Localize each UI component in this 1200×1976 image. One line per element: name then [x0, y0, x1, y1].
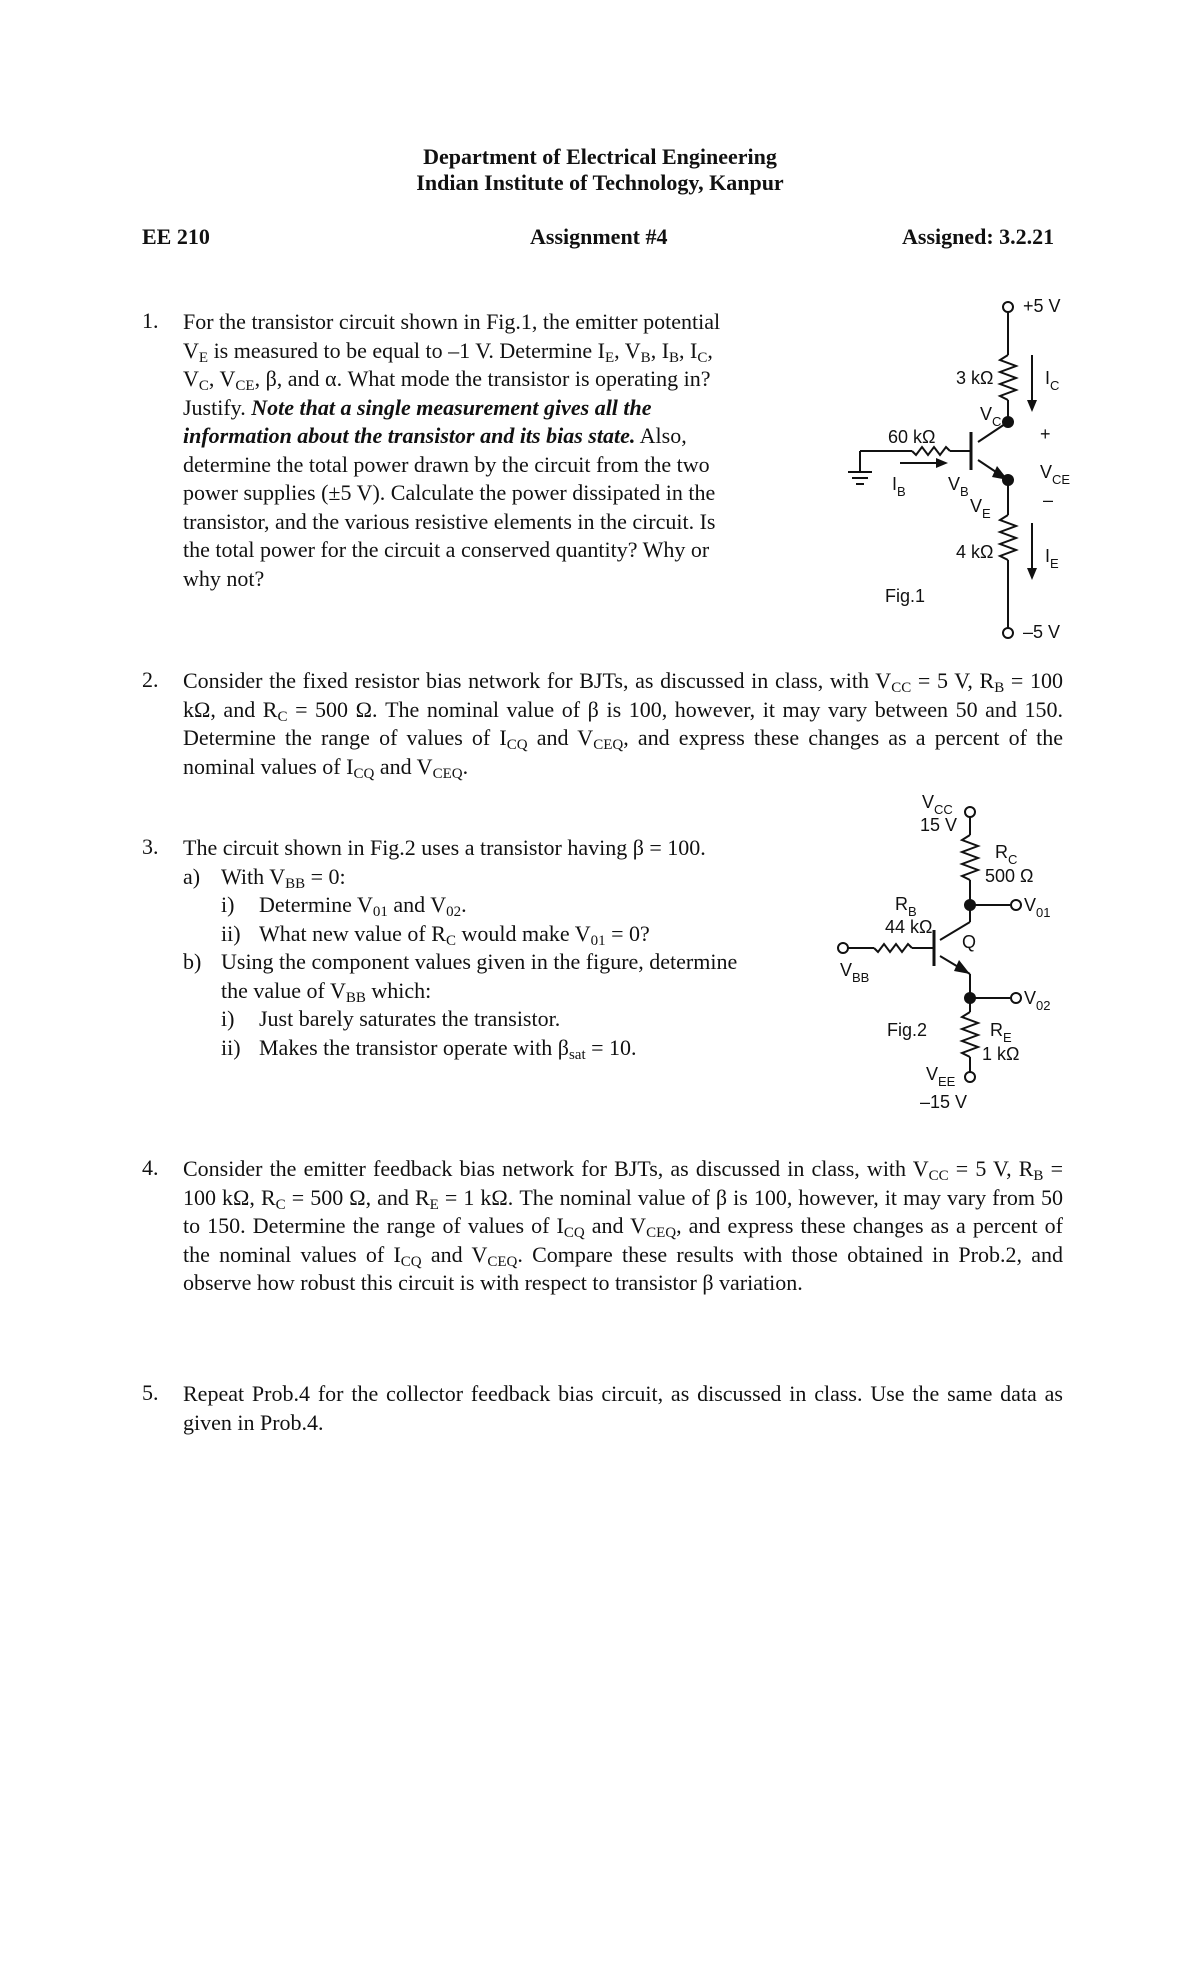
label-ve: $V_E$ — [970, 496, 991, 521]
figure-1-circuit — [840, 290, 1080, 655]
department-title: Department of Electrical Engineering — [423, 144, 777, 169]
label-vce: $V_{CE}$ — [1040, 462, 1071, 487]
node-vc — [1002, 416, 1014, 428]
ie-arrow — [1027, 568, 1037, 580]
assigned-date: Assigned: 3.2.21 — [902, 224, 1055, 249]
label-plus: + — [1040, 424, 1051, 444]
label-v02: $V_{02}$ — [1024, 988, 1051, 1013]
label-vcc-value: 15 V — [920, 815, 958, 835]
label-4k: 4 kΩ — [956, 542, 994, 562]
terminal-plus-5v — [1003, 302, 1013, 312]
problem-3-text: The circuit shown in Fig.2 uses a transistor having β = 100. a) With $V_{BB} = 0$: i) Determine $V_{01}$ and $V_{02}$. ii) What new value of $R_C$ would make $V_{01} = 0$? b) Using the component values given in the figure, determine the value of $V_{BB}$ which: i) Just barely saturates the transistor. ii) Makes the transistor operate with $\beta_{sat} = 10$. — [183, 835, 738, 1063]
label-ic: $I_C$ — [1045, 368, 1060, 393]
ib-arrow — [936, 458, 948, 468]
label-vc: $V_C$ — [980, 404, 1002, 429]
label-re-value: 1 kΩ — [982, 1044, 1020, 1064]
problem-5-number: 5. — [142, 1380, 159, 1405]
figure-2-caption: Fig.2 — [887, 1020, 928, 1040]
label-ie: $I_E$ — [1045, 546, 1059, 571]
terminal-v01 — [1011, 900, 1021, 910]
terminal-minus-5v — [1003, 628, 1013, 638]
terminal-vcc — [965, 807, 975, 817]
label-rb-value: 44 kΩ — [885, 917, 933, 937]
resistor-4k — [1000, 515, 1016, 560]
problem-3-number: 3. — [142, 834, 159, 859]
ic-arrow — [1027, 400, 1037, 412]
problem-4-number: 4. — [142, 1155, 159, 1180]
terminal-vbb — [838, 943, 848, 953]
label-minus-5v: –5 V — [1023, 622, 1061, 642]
terminal-v02 — [1011, 993, 1021, 1003]
label-vb: $V_B$ — [948, 474, 969, 499]
problem-1-text: For the transistor circuit shown in Fig.1, the emitter potential $V_E$ is measured to be equal to –1 V. Determine $I_E$, $V_B$, $I_B$, $I_C$, $V_C$, $V_{CE}$, β, and α. What mode the transistor is operating in? Justify. Note that a single measurement gives all the information about the transistor and its bias state. Also, determine the total power drawn by the circuit from the two power supplies (±5 V). Calculate the power dissipated in the transistor, and the various resistive elements in the circuit. Is the total power for the circuit a conserved quantity? Why or why not? — [183, 309, 721, 591]
resistor-rc — [962, 835, 978, 880]
label-v01: $V_{01}$ — [1024, 895, 1051, 920]
resistor-3k — [1000, 355, 1016, 400]
problem-5-text: Repeat Prob.4 for the collector feedback bias circuit, as discussed in class. Use the same data as given in Prob.4. — [183, 1381, 1063, 1435]
label-rc-value: 500 Ω — [985, 866, 1034, 886]
terminal-vee — [965, 1072, 975, 1082]
problem-2-number: 2. — [142, 667, 159, 692]
resistor-60k — [912, 447, 950, 455]
resistor-re — [962, 1012, 978, 1057]
problem-4-text: Consider the emitter feedback bias network for BJTs, as discussed in class, with $V_{CC} = 5$ V, $R_B = 100$ kΩ, $R_C = 500$ Ω, and $R_E = 1$ kΩ. The nominal value of β is 100, however, it may vary from 50 to 150. Determine the range of values of $I_{CQ}$ and $V_{CEQ}$, and express these changes as a percent of the nominal values of $I_{CQ}$ and $V_{CEQ}$. Compare these results with those obtained in Prob.2, and observe how robust this circuit is with respect to transistor β variation. — [183, 1156, 1064, 1295]
node-ve — [1002, 474, 1014, 486]
institute-title: Indian Institute of Technology, Kanpur — [416, 170, 784, 195]
label-3k: 3 kΩ — [956, 368, 994, 388]
problem-1-number: 1. — [142, 308, 159, 333]
label-vbb: $V_{BB}$ — [840, 960, 870, 985]
figure-2-circuit — [830, 790, 1090, 1120]
label-minus: – — [1043, 490, 1054, 510]
label-vee: $V_{EE}$ — [926, 1064, 956, 1089]
assignment-number: Assignment #4 — [530, 224, 668, 249]
label-q: Q — [962, 932, 977, 952]
label-vee-value: –15 V — [920, 1092, 968, 1112]
label-vcc: $V_{CC}$ — [922, 792, 953, 817]
label-rc: $R_C$ — [995, 842, 1018, 867]
label-ib: $I_B$ — [892, 474, 906, 499]
label-rb: $R_B$ — [895, 894, 917, 919]
problem-2-text: Consider the fixed resistor bias network for BJTs, as discussed in class, with $V_{CC} = 5$ V, $R_B = 100$ kΩ, and $R_C = 500$ Ω. The nominal value of β is 100, however, it may vary between 50 and 150. Determine the range of values of $I_{CQ}$ and $V_{CEQ}$, and express these changes as a percent of the nominal values of $I_{CQ}$ and $V_{CEQ}$. — [183, 668, 1063, 782]
figure-1-caption: Fig.1 — [885, 586, 926, 606]
label-60k: 60 kΩ — [888, 427, 936, 447]
course-code: EE 210 — [142, 224, 210, 249]
node-emitter — [964, 992, 976, 1004]
label-plus-5v: +5 V — [1023, 296, 1061, 316]
resistor-rb — [874, 944, 912, 952]
label-re: $R_E$ — [990, 1020, 1012, 1045]
emitter-arrow-q — [954, 960, 970, 974]
node-collector — [964, 899, 976, 911]
